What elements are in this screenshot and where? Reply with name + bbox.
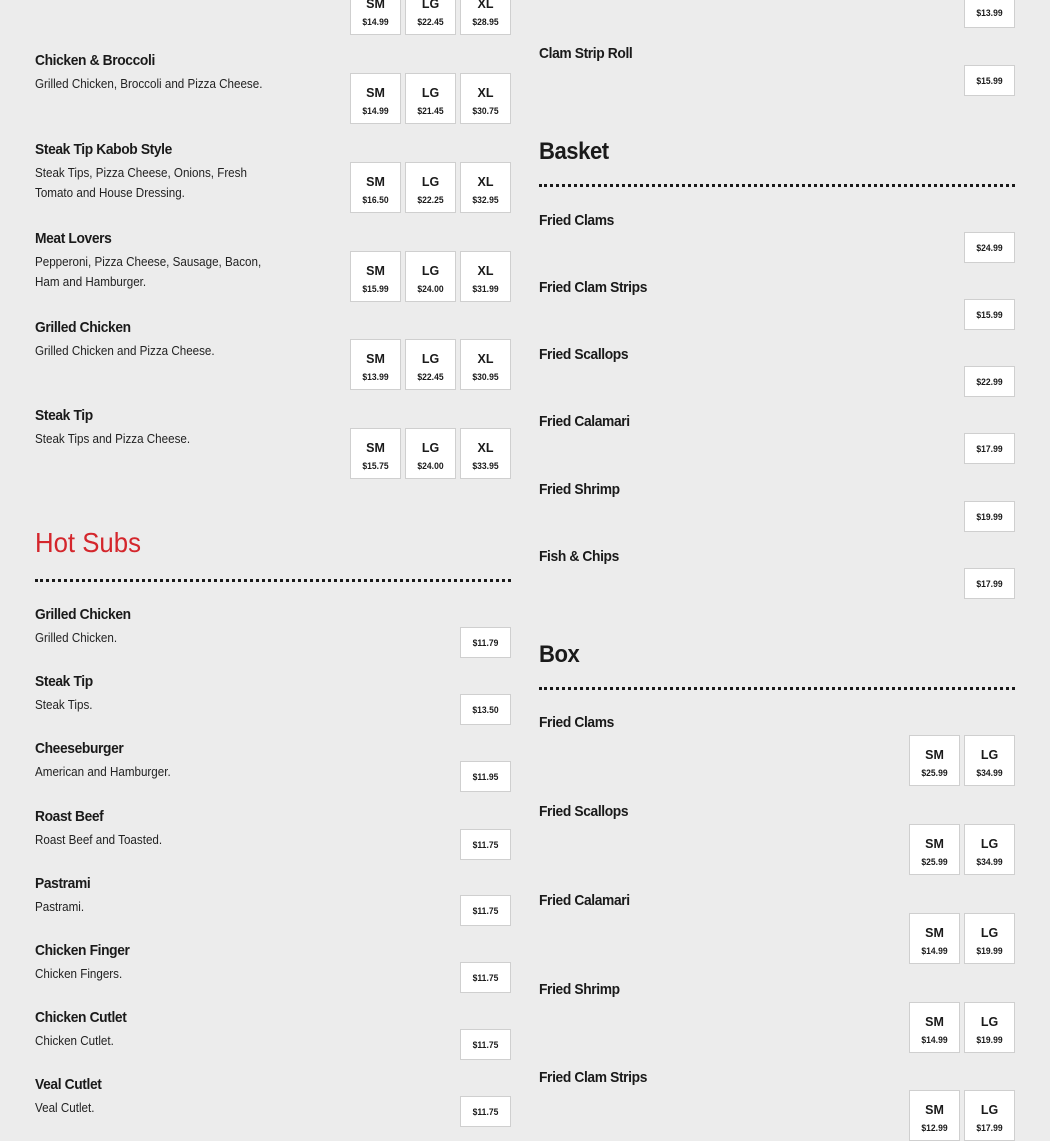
price-option[interactable] <box>964 0 1015 28</box>
size-label: XL <box>477 441 494 455</box>
item-name: Fried Clam Strips <box>539 1069 648 1086</box>
item-description: Steak Tips. <box>35 698 93 712</box>
price: $11.75 <box>472 1040 499 1051</box>
price-options <box>460 895 511 926</box>
item-name: Roast Beef <box>35 808 104 825</box>
price: $13.50 <box>472 705 499 716</box>
menu-item[interactable] <box>539 1069 1015 1134</box>
price: $33.95 <box>472 461 499 472</box>
item-description: American and Hamburger. <box>35 765 171 779</box>
section-title-box: Box <box>539 641 580 668</box>
price: $25.99 <box>921 768 948 779</box>
item-description: Grilled Chicken. <box>35 631 118 645</box>
price-option-lg[interactable] <box>405 251 456 302</box>
size-label: SM <box>366 175 385 189</box>
price-option[interactable] <box>460 761 511 792</box>
price: $19.99 <box>976 512 1003 523</box>
price-options <box>964 433 1015 464</box>
price-options <box>460 962 511 993</box>
price-options <box>964 366 1015 397</box>
menu-item[interactable] <box>539 212 1015 267</box>
item-name: Steak Tip <box>35 407 93 424</box>
item-name: Veal Cutlet <box>35 1076 102 1093</box>
price: $34.99 <box>976 857 1003 868</box>
menu-item[interactable] <box>35 52 511 127</box>
price-option-lg[interactable] <box>964 1090 1015 1141</box>
price-options <box>964 232 1015 263</box>
price-options <box>350 0 511 35</box>
section-title-hot-subs: Hot Subs <box>35 527 141 558</box>
menu-item[interactable] <box>35 407 511 482</box>
price: $19.99 <box>976 946 1003 957</box>
size-label: XL <box>477 352 494 366</box>
price: $14.99 <box>362 106 389 117</box>
size-label: LG <box>421 175 440 189</box>
price: $14.99 <box>921 946 948 957</box>
size-label: LG <box>421 352 440 366</box>
price: $11.95 <box>472 772 499 783</box>
price-option-sm[interactable] <box>909 735 960 786</box>
menu-item[interactable] <box>35 319 511 394</box>
size-label: LG <box>980 1015 999 1029</box>
price-option-xl[interactable] <box>460 339 511 390</box>
price-option-sm[interactable] <box>350 0 401 35</box>
menu-item[interactable] <box>35 1076 511 1127</box>
price-option[interactable] <box>964 568 1015 599</box>
menu-item[interactable] <box>539 892 1015 967</box>
price: $25.99 <box>921 857 948 868</box>
size-label: XL <box>477 86 494 100</box>
price-option-xl[interactable] <box>460 428 511 479</box>
item-name: Fried Calamari <box>539 413 630 430</box>
menu-item[interactable] <box>35 942 511 1002</box>
price-option-lg[interactable] <box>405 73 456 124</box>
price-option-sm[interactable] <box>350 251 401 302</box>
price-option-lg[interactable] <box>405 339 456 390</box>
item-name: Fried Shrimp <box>539 481 620 498</box>
price: $22.99 <box>976 377 1003 388</box>
size-label: LG <box>980 1103 999 1117</box>
item-name: Fried Scallops <box>539 346 629 363</box>
price-options <box>350 162 511 213</box>
price-option[interactable] <box>964 65 1015 96</box>
price-options <box>909 735 1015 786</box>
menu-item[interactable] <box>539 714 1015 789</box>
item-name: Chicken Finger <box>35 942 130 959</box>
item-description: Steak Tips and Pizza Cheese. <box>35 432 191 446</box>
price-option[interactable] <box>460 627 511 658</box>
price-options <box>909 824 1015 875</box>
price: $31.99 <box>472 284 499 295</box>
price: $15.99 <box>362 284 389 295</box>
price-options <box>460 1029 511 1060</box>
item-name: Fried Clams <box>539 212 614 229</box>
price-options <box>350 428 511 479</box>
price: $24.99 <box>976 243 1003 254</box>
menu-item[interactable] <box>539 981 1015 1056</box>
price-options <box>909 1090 1015 1141</box>
price-option-lg[interactable] <box>405 162 456 213</box>
price-option-sm[interactable] <box>350 162 401 213</box>
item-name: Grilled Chicken <box>35 319 131 336</box>
size-label: SM <box>366 352 385 366</box>
item-name: Fish & Chips <box>539 548 619 565</box>
size-label: SM <box>925 926 944 940</box>
section-divider <box>539 184 1015 187</box>
price-options <box>460 761 511 792</box>
price-options <box>460 829 511 860</box>
price: $22.45 <box>417 372 444 383</box>
price: $30.95 <box>472 372 499 383</box>
price-option[interactable] <box>460 1096 511 1127</box>
item-name: Fried Calamari <box>539 892 630 909</box>
price-options <box>964 568 1015 599</box>
size-label: SM <box>366 86 385 100</box>
price: $34.99 <box>976 768 1003 779</box>
menu-item[interactable] <box>35 875 511 935</box>
price-option-xl[interactable] <box>460 162 511 213</box>
price: $11.75 <box>472 973 499 984</box>
price: $14.99 <box>362 17 389 28</box>
size-label: SM <box>366 441 385 455</box>
menu-item[interactable] <box>35 606 511 666</box>
size-label: SM <box>925 1015 944 1029</box>
price: $11.75 <box>472 840 499 851</box>
price: $32.95 <box>472 195 499 206</box>
size-label: XL <box>477 264 494 278</box>
item-name: Chicken Cutlet <box>35 1009 127 1026</box>
item-description: Grilled Chicken, Broccoli and Pizza Cheese. <box>35 77 263 91</box>
price-option[interactable] <box>460 694 511 725</box>
item-name: Meat Lovers <box>35 230 112 247</box>
price-options <box>460 694 511 725</box>
price: $15.99 <box>976 76 1003 87</box>
price: $15.75 <box>362 461 389 472</box>
size-label: SM <box>366 0 385 11</box>
section-divider <box>35 579 511 582</box>
menu-item[interactable] <box>539 0 1015 30</box>
item-name: Fried Clam Strips <box>539 279 648 296</box>
item-description: Chicken Fingers. <box>35 967 123 981</box>
price-options <box>909 913 1015 964</box>
menu-item[interactable] <box>35 230 511 305</box>
menu-item[interactable] <box>539 548 1015 603</box>
price: $17.99 <box>976 579 1003 590</box>
price: $11.75 <box>472 1107 499 1118</box>
price-option-xl[interactable] <box>460 73 511 124</box>
price: $22.45 <box>417 17 444 28</box>
price-option[interactable] <box>460 962 511 993</box>
price: $17.99 <box>976 1123 1003 1134</box>
price-option-lg[interactable] <box>405 428 456 479</box>
item-description: Chicken Cutlet. <box>35 1034 114 1048</box>
menu-item[interactable] <box>539 45 1015 100</box>
price-options <box>964 0 1015 28</box>
item-name: Grilled Chicken <box>35 606 131 623</box>
size-label: XL <box>477 175 494 189</box>
price: $15.99 <box>976 310 1003 321</box>
price: $24.00 <box>417 284 444 295</box>
size-label: LG <box>980 837 999 851</box>
menu-item[interactable] <box>35 808 511 868</box>
item-description: Pepperoni, Pizza Cheese, Sausage, Bacon, Ham and Hamburger. <box>35 255 262 289</box>
price-option-sm[interactable] <box>350 73 401 124</box>
price-option-lg[interactable] <box>964 1002 1015 1053</box>
price-options <box>964 299 1015 330</box>
item-name: Clam Strip Roll <box>539 45 633 62</box>
size-label: LG <box>421 264 440 278</box>
item-name: Pastrami <box>35 875 91 892</box>
size-label: LG <box>421 86 440 100</box>
price-option-sm[interactable] <box>909 824 960 875</box>
price-option-lg[interactable] <box>964 913 1015 964</box>
section-title-basket: Basket <box>539 138 609 165</box>
price: $19.99 <box>976 1035 1003 1046</box>
size-label: SM <box>925 1103 944 1117</box>
size-label: SM <box>366 264 385 278</box>
price-option[interactable] <box>964 366 1015 397</box>
price: $12.99 <box>921 1123 948 1134</box>
menu-item[interactable] <box>539 346 1015 401</box>
item-description: Grilled Chicken and Pizza Cheese. <box>35 344 215 358</box>
menu-item[interactable] <box>539 803 1015 878</box>
price-option[interactable] <box>964 433 1015 464</box>
price-option-xl[interactable] <box>460 0 511 35</box>
price-options <box>964 501 1015 532</box>
size-label: SM <box>925 748 944 762</box>
price: $16.50 <box>362 195 389 206</box>
price: $30.75 <box>472 106 499 117</box>
price: $28.95 <box>472 17 499 28</box>
price: $13.99 <box>976 8 1003 19</box>
price: $11.79 <box>472 638 499 649</box>
item-name: Steak Tip Kabob Style <box>35 141 172 158</box>
menu-item[interactable] <box>35 0 511 35</box>
price-option-lg[interactable] <box>964 735 1015 786</box>
size-label: XL <box>477 0 494 11</box>
price-option[interactable] <box>964 232 1015 263</box>
item-description: Roast Beef and Toasted. <box>35 833 163 847</box>
item-name: Fried Shrimp <box>539 981 620 998</box>
price: $22.25 <box>417 195 444 206</box>
price-option-xl[interactable] <box>460 251 511 302</box>
price: $11.75 <box>472 906 499 917</box>
price-option-sm[interactable] <box>909 1002 960 1053</box>
price-option-sm[interactable] <box>909 1090 960 1141</box>
price-option[interactable] <box>964 299 1015 330</box>
price: $17.99 <box>976 444 1003 455</box>
price-option[interactable] <box>460 829 511 860</box>
price-option[interactable] <box>964 501 1015 532</box>
size-label: LG <box>980 748 999 762</box>
item-name: Fried Scallops <box>539 803 629 820</box>
price: $21.45 <box>417 106 444 117</box>
item-name: Chicken & Broccoli <box>35 52 155 69</box>
price-options <box>964 65 1015 96</box>
price-option-sm[interactable] <box>350 339 401 390</box>
price-options <box>350 251 511 302</box>
price-options <box>350 73 511 124</box>
size-label: LG <box>421 0 440 11</box>
price-option[interactable] <box>460 895 511 926</box>
size-label: SM <box>925 837 944 851</box>
price: $14.99 <box>921 1035 948 1046</box>
price-option[interactable] <box>460 1029 511 1060</box>
section-divider <box>539 687 1015 690</box>
price-options <box>909 1002 1015 1053</box>
price-options <box>460 1096 511 1127</box>
price: $13.99 <box>362 372 389 383</box>
item-description: Veal Cutlet. <box>35 1101 95 1115</box>
menu-item[interactable] <box>35 673 511 733</box>
price-option-sm[interactable] <box>350 428 401 479</box>
item-description: Steak Tips, Pizza Cheese, Onions, Fresh Tomato and House Dressing. <box>35 166 247 200</box>
price-options <box>350 339 511 390</box>
item-description: Pastrami. <box>35 900 85 914</box>
price-option-lg[interactable] <box>405 0 456 35</box>
item-name: Cheeseburger <box>35 740 124 757</box>
menu-item[interactable] <box>539 279 1015 334</box>
price-option-lg[interactable] <box>964 824 1015 875</box>
price-option-sm[interactable] <box>909 913 960 964</box>
price: $24.00 <box>417 461 444 472</box>
item-name: Steak Tip <box>35 673 93 690</box>
menu-item[interactable] <box>539 481 1015 536</box>
item-name: Fried Clams <box>539 714 614 731</box>
price-options <box>460 627 511 658</box>
menu-item[interactable] <box>35 1009 511 1069</box>
menu-item[interactable] <box>539 413 1015 468</box>
size-label: LG <box>980 926 999 940</box>
menu-item[interactable] <box>35 740 511 800</box>
menu-item[interactable] <box>35 141 511 216</box>
size-label: LG <box>421 441 440 455</box>
